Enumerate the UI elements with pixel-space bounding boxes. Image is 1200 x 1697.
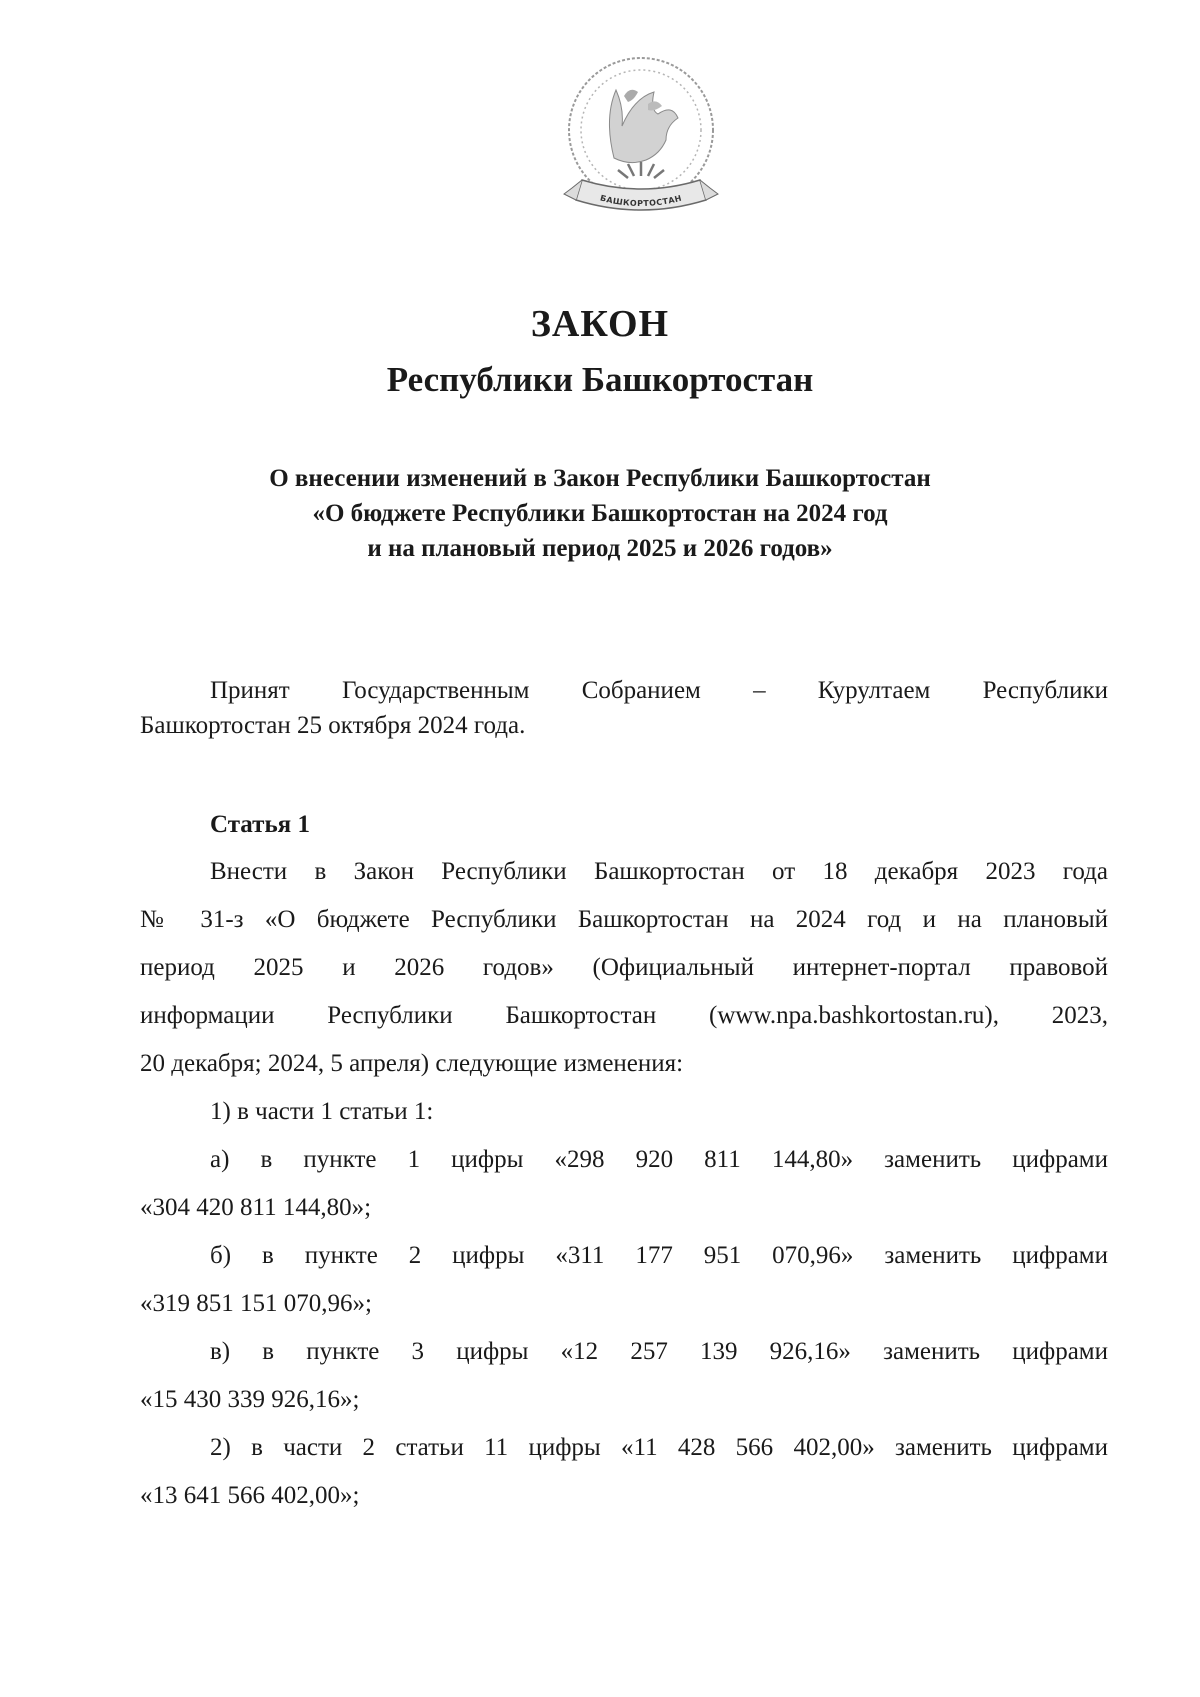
- list-item: 1) в части 1 статьи 1:: [210, 1098, 434, 1125]
- article-text-line: № 31-з «О бюджете Республики Башкортостан на 2024 год и на плановый: [140, 906, 1108, 933]
- amendment-title-line: О внесении изменений в Закон Республики Башкортостан: [269, 465, 931, 492]
- law-title: ЗАКОН: [530, 303, 670, 345]
- article-text-line: 20 декабря; 2024, 5 апреля) следующие изменения:: [140, 1050, 684, 1077]
- list-item-continuation: «15 430 339 926,16»;: [140, 1386, 360, 1413]
- list-item: в) в пункте 3 цифры «12 257 139 926,16» заменить цифрами: [210, 1338, 1108, 1365]
- list-item: 2) в части 2 статьи 11 цифры «11 428 566 402,00» заменить цифрами: [210, 1434, 1108, 1461]
- article-heading: Статья 1: [210, 811, 310, 838]
- list-item-continuation: «319 851 151 070,96»;: [140, 1290, 372, 1317]
- article-text-line: период 2025 и 2026 годов» (Официальный интернет-портал правовой: [140, 954, 1108, 981]
- adoption-line: Принят Государственным Собранием – Курултаем Республики: [210, 677, 1108, 704]
- law-subtitle: Республики Башкортостан: [386, 360, 814, 399]
- adoption-line: Башкортостан 25 октября 2024 года.: [140, 712, 526, 739]
- coat-of-arms-icon: [554, 48, 728, 238]
- list-item-continuation: «13 641 566 402,00»;: [140, 1482, 360, 1509]
- article-text-line: Внести в Закон Республики Башкортостан от 18 декабря 2023 года: [210, 858, 1108, 885]
- list-item: а) в пункте 1 цифры «298 920 811 144,80» заменить цифрами: [210, 1146, 1108, 1173]
- amendment-title-line: и на плановый период 2025 и 2026 годов»: [367, 535, 833, 562]
- list-item-continuation: «304 420 811 144,80»;: [140, 1194, 372, 1221]
- emblem-ribbon-label: БАШКОРТОСТАН: [599, 193, 683, 209]
- article-text-line: информации Республики Башкортостан (www.npa.bashkortostan.ru), 2023,: [140, 1002, 1108, 1029]
- list-item: б) в пункте 2 цифры «311 177 951 070,96» заменить цифрами: [210, 1242, 1108, 1269]
- amendment-title-line: «О бюджете Республики Башкортостан на 2024 год: [312, 500, 888, 527]
